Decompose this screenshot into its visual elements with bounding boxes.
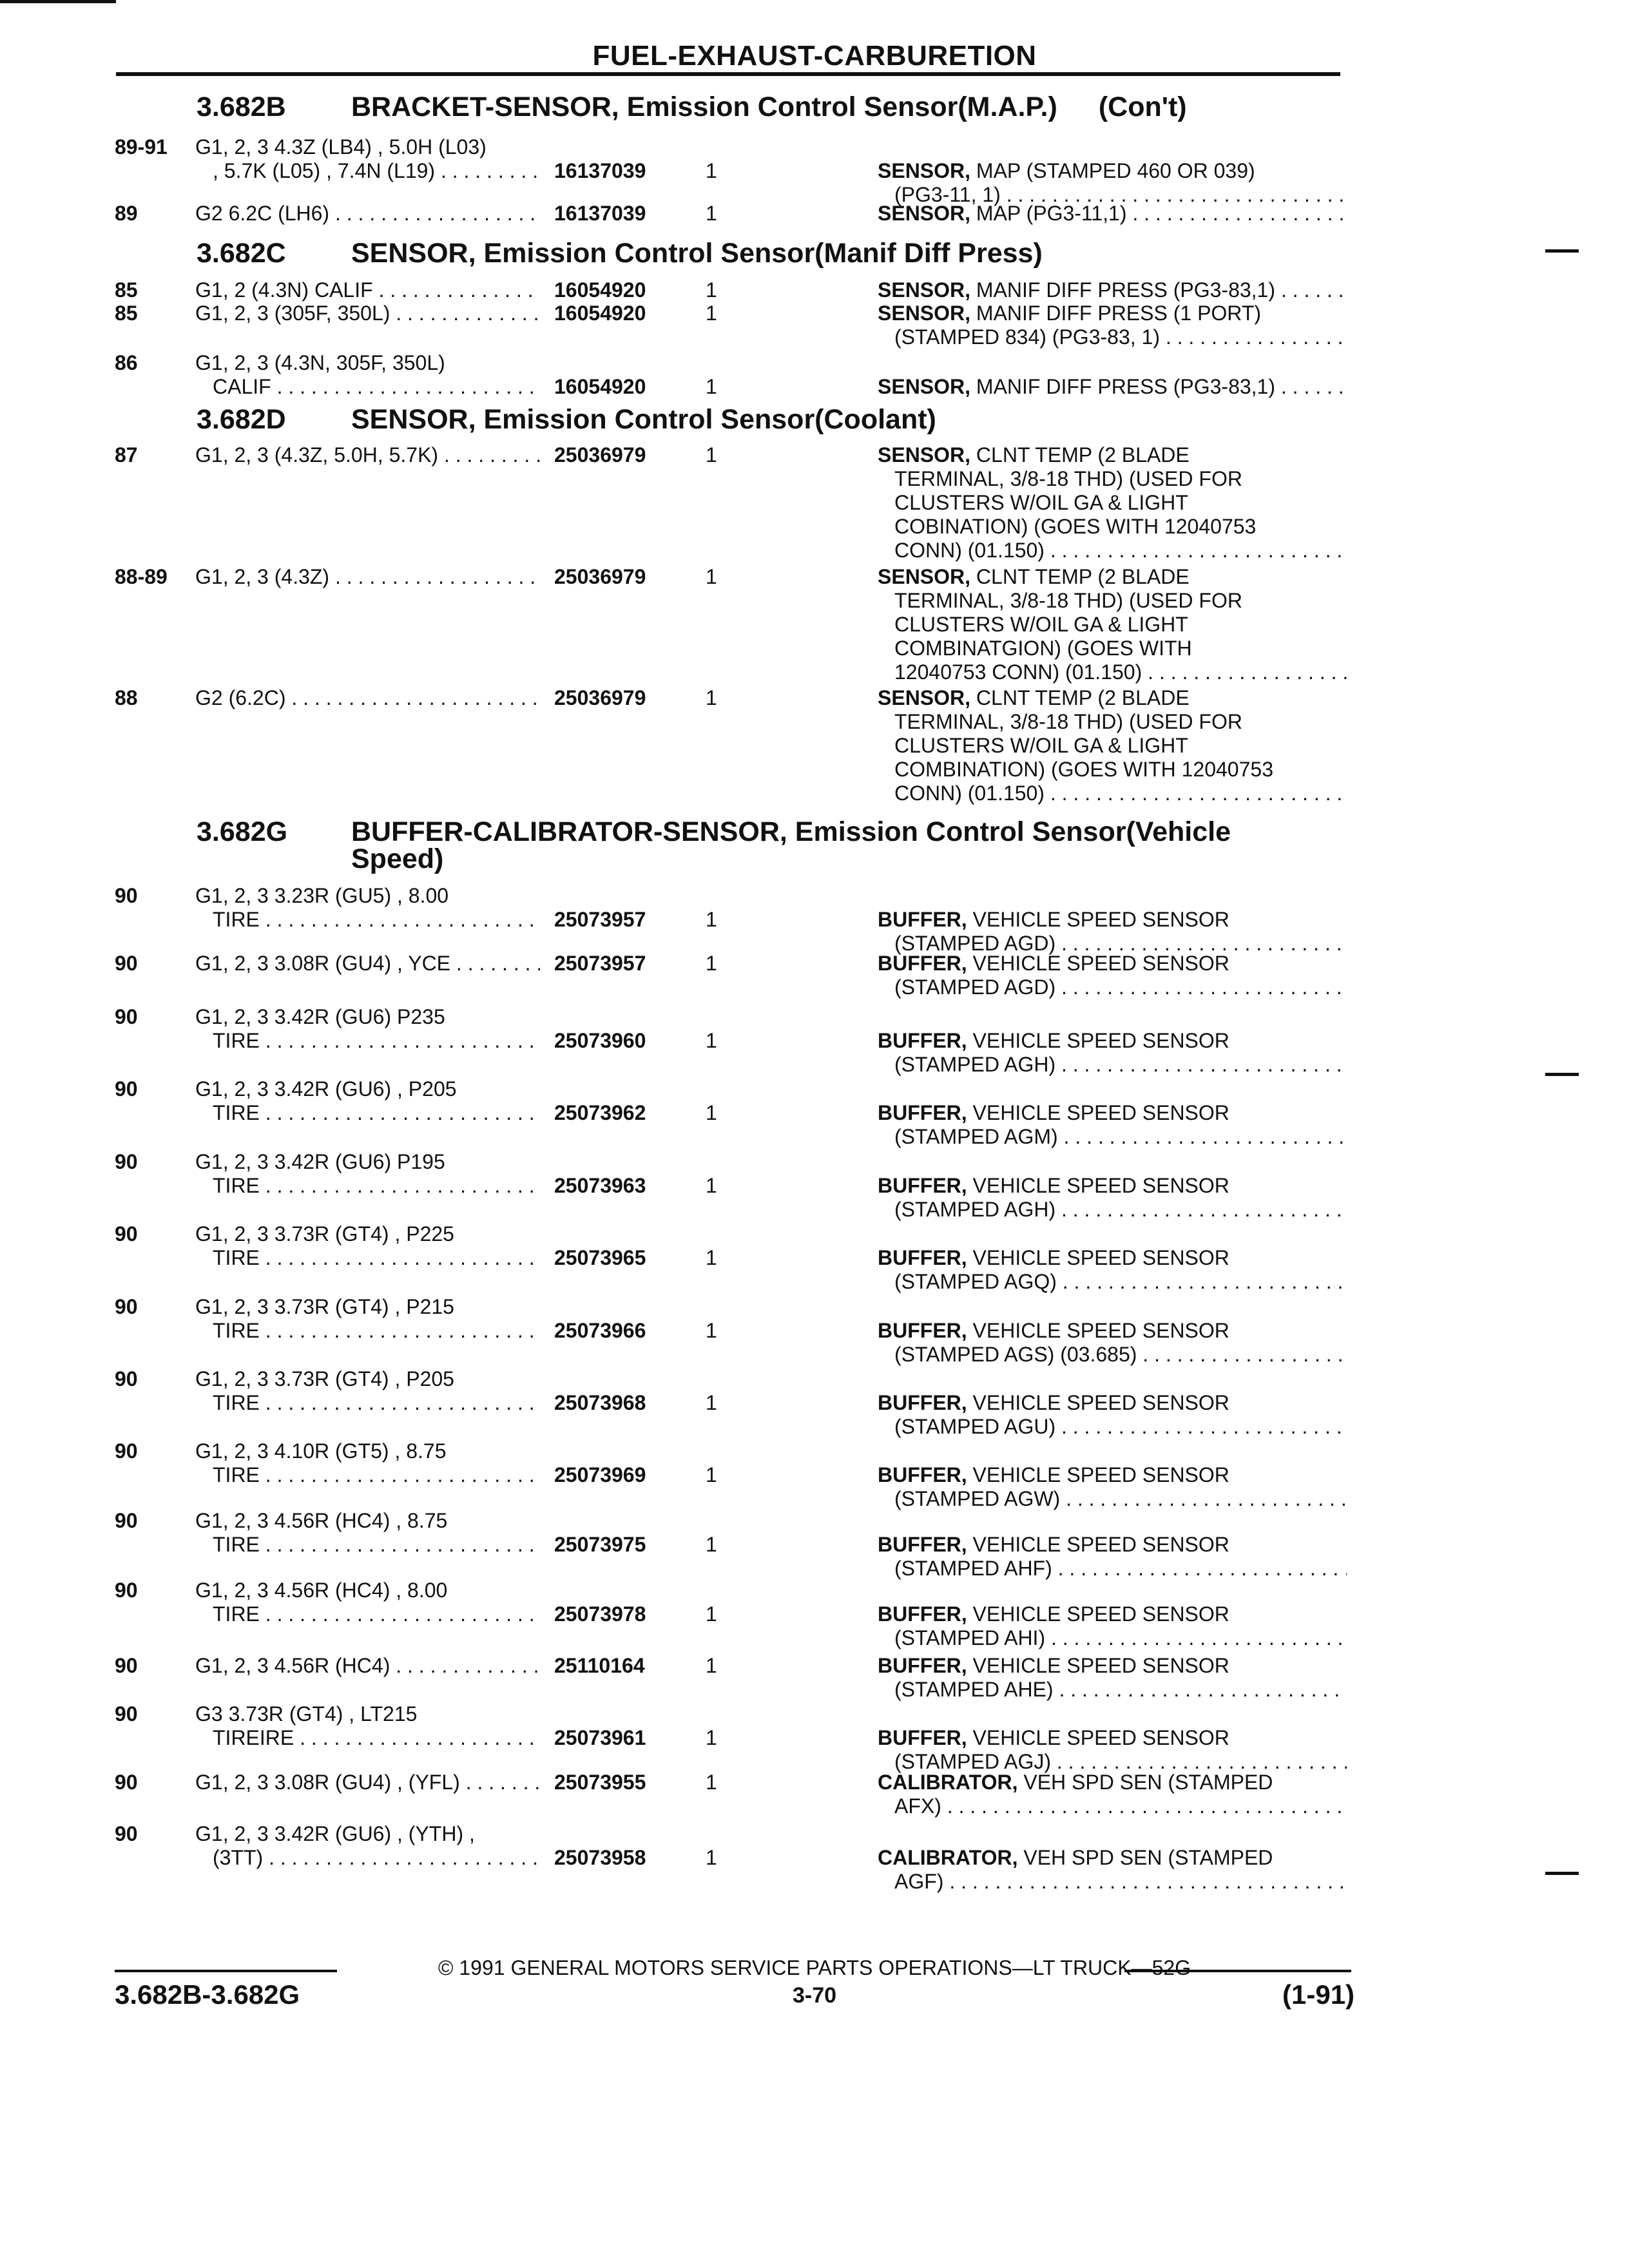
description-line xyxy=(878,1415,1347,1439)
model-year: 89 xyxy=(115,202,138,225)
part-number: 25073963 xyxy=(554,1174,646,1197)
application-line: G1, 2, 3 3.73R (GT4) , P205 xyxy=(195,1367,454,1390)
application-line-last: G1, 2, 3 (4.3Z, 5.0H, 5.7K) . . . xyxy=(195,443,540,467)
description-keyword: SENSOR, xyxy=(878,375,971,398)
model-year: 90 xyxy=(115,1822,138,1845)
description-line xyxy=(878,1125,1347,1149)
description-text: (STAMPED AGD) xyxy=(894,932,1056,955)
quantity: 1 xyxy=(706,1602,717,1626)
description-keyword: SENSOR, xyxy=(878,302,971,325)
part-description xyxy=(878,278,1347,302)
part-number: 25073958 xyxy=(554,1846,646,1869)
part-number: 25073975 xyxy=(554,1533,646,1556)
description-line xyxy=(878,1246,1347,1270)
part-description xyxy=(878,1246,1347,1294)
description-line xyxy=(878,637,1347,660)
description-text: (STAMPED AGU) xyxy=(894,1415,1056,1438)
description-text: 12040753 CONN) (01.150) xyxy=(894,660,1142,684)
description-line xyxy=(878,159,1347,183)
model-year: 85 xyxy=(115,302,138,325)
part-number: 25073966 xyxy=(554,1319,646,1342)
application-line-last: TIRE . . . xyxy=(213,1533,540,1557)
description-line xyxy=(878,278,1347,302)
description-keyword: CALIBRATOR, xyxy=(878,1846,1018,1869)
description-text: TERMINAL, 3/8-18 THD) (USED FOR xyxy=(894,589,1242,612)
description-text: VEHICLE SPEED SENSOR xyxy=(972,1246,1229,1269)
application-line-last: (3TT) . . . xyxy=(213,1846,540,1870)
model-year: 90 xyxy=(115,952,138,975)
description-line xyxy=(878,1174,1347,1198)
description-text: VEHICLE SPEED SENSOR xyxy=(972,1391,1229,1414)
model-year: 90 xyxy=(115,1367,138,1390)
quantity: 1 xyxy=(706,908,717,931)
quantity: 1 xyxy=(706,952,717,975)
section-title: SENSOR, Emission Control Sensor(Coolant) xyxy=(351,404,936,435)
application-line-last: G1, 2, 3 3.08R (GU4) , (YFL) . . . xyxy=(195,1771,540,1794)
application-line: G1, 2, 3 3.42R (GU6) P195 xyxy=(195,1150,445,1173)
description-keyword: BUFFER, xyxy=(878,1174,967,1197)
description-keyword: BUFFER, xyxy=(878,908,967,931)
description-line xyxy=(878,491,1347,515)
part-description xyxy=(878,1391,1347,1439)
application-line-last: TIRE . . . xyxy=(213,1391,540,1415)
description-text: VEHICLE SPEED SENSOR xyxy=(972,908,1229,931)
description-line xyxy=(878,1053,1347,1077)
section-number: 3.682G xyxy=(197,816,288,847)
description-text: CLUSTERS W/OIL GA & LIGHT xyxy=(894,613,1188,636)
footer-copyright: © 1991 GENERAL MOTORS SERVICE PARTS OPERATIONS—LT TRUCK—52G xyxy=(438,1956,1191,1979)
application-line: G1, 2, 3 3.42R (GU6) , P205 xyxy=(195,1077,457,1100)
description-text: VEHICLE SPEED SENSOR xyxy=(972,1319,1229,1342)
description-text: (STAMPED AHI) xyxy=(894,1626,1046,1649)
description-line xyxy=(878,539,1347,562)
part-number: 25073962 xyxy=(554,1101,646,1124)
section-heading xyxy=(197,93,1187,120)
description-text: (STAMPED AGJ) xyxy=(894,1750,1051,1773)
application-line: G1, 2, 3 4.3Z (LB4) , 5.0H (L03) xyxy=(195,135,487,159)
model-year: 90 xyxy=(115,1771,138,1794)
quantity: 1 xyxy=(706,302,717,325)
description-text: VEHICLE SPEED SENSOR xyxy=(972,1654,1229,1677)
application-line: G1, 2, 3 3.42R (GU6) P235 xyxy=(195,1005,445,1028)
model-year: 90 xyxy=(115,1702,138,1725)
description-text: MAP (STAMPED 460 OR 039) xyxy=(976,159,1255,182)
description-line xyxy=(878,443,1347,467)
description-line xyxy=(878,613,1347,637)
description-line xyxy=(878,1463,1347,1487)
part-number: 25073957 xyxy=(554,952,646,975)
description-line xyxy=(878,1846,1347,1870)
part-number: 16137039 xyxy=(554,202,646,225)
application-line: G1, 2, 3 3.42R (GU6) , (YTH) , xyxy=(195,1822,475,1845)
footer-section-range: 3.682B-3.682G xyxy=(115,1979,300,2010)
description-text: VEHICLE SPEED SENSOR xyxy=(972,1533,1229,1556)
quantity: 1 xyxy=(706,278,717,302)
description-line xyxy=(878,1101,1347,1125)
margin-tick xyxy=(1545,1073,1579,1076)
description-line xyxy=(878,908,1347,932)
description-line xyxy=(878,1533,1347,1557)
part-number: 16137039 xyxy=(554,159,646,182)
part-description xyxy=(878,443,1347,562)
section-continued-label: (Con't) xyxy=(1098,91,1187,122)
description-keyword: BUFFER, xyxy=(878,1391,967,1414)
application-line-last: G2 (6.2C) . . . xyxy=(195,686,540,710)
description-keyword: BUFFER, xyxy=(878,1029,967,1052)
quantity: 1 xyxy=(706,159,717,182)
application-line-last: G1, 2, 3 3.08R (GU4) , YCE . . . xyxy=(195,952,540,975)
description-keyword: BUFFER, xyxy=(878,1602,967,1626)
description-line xyxy=(878,1487,1347,1511)
application-line-last: TIRE . . . xyxy=(213,1029,540,1053)
application-line-last: TIRE . . . xyxy=(213,1319,540,1343)
description-keyword: BUFFER, xyxy=(878,1101,967,1124)
description-line xyxy=(878,710,1347,734)
description-text: CLNT TEMP (2 BLADE xyxy=(976,686,1190,709)
model-year: 90 xyxy=(115,884,138,907)
description-keyword: SENSOR, xyxy=(878,202,971,225)
part-number: 25073960 xyxy=(554,1029,646,1052)
part-description xyxy=(878,375,1347,399)
description-keyword: BUFFER, xyxy=(878,952,967,975)
quantity: 1 xyxy=(706,202,717,225)
part-description xyxy=(878,1101,1347,1149)
model-year: 90 xyxy=(115,1150,138,1173)
margin-tick xyxy=(1545,1872,1579,1875)
quantity: 1 xyxy=(706,443,717,466)
part-description xyxy=(878,1463,1347,1511)
application-line: G1, 2, 3 4.56R (HC4) , 8.00 xyxy=(195,1579,448,1602)
description-line xyxy=(878,565,1347,589)
description-line xyxy=(878,1726,1347,1750)
description-line xyxy=(878,467,1347,491)
description-text: VEHICLE SPEED SENSOR xyxy=(972,1029,1229,1052)
description-line xyxy=(878,782,1347,805)
model-year: 86 xyxy=(115,351,138,374)
description-keyword: BUFFER, xyxy=(878,1246,967,1269)
part-description xyxy=(878,1319,1347,1367)
part-number: 16054920 xyxy=(554,375,646,398)
application-line-last: TIRE . . . xyxy=(213,908,540,932)
part-description xyxy=(878,1726,1347,1774)
description-text: VEHICLE SPEED SENSOR xyxy=(972,1463,1229,1486)
description-text: TERMINAL, 3/8-18 THD) (USED FOR xyxy=(894,467,1242,490)
description-text: MAP (PG3-11,1) xyxy=(976,202,1127,225)
description-keyword: BUFFER, xyxy=(878,1463,967,1486)
description-line xyxy=(878,202,1347,226)
description-text: AFX) xyxy=(894,1794,941,1818)
description-line xyxy=(878,1771,1347,1794)
footer-page-number: 3-70 xyxy=(792,1983,837,2008)
description-line xyxy=(878,1654,1347,1678)
part-number: 25073965 xyxy=(554,1246,646,1269)
part-description xyxy=(878,1029,1347,1077)
model-year: 88 xyxy=(115,686,138,709)
description-line xyxy=(878,758,1347,782)
description-text: (STAMPED AGM) xyxy=(894,1125,1058,1148)
part-number: 25073961 xyxy=(554,1726,646,1749)
model-year: 90 xyxy=(115,1222,138,1245)
description-line xyxy=(878,1319,1347,1343)
section-number: 3.682C xyxy=(197,238,286,269)
part-description xyxy=(878,202,1347,226)
description-line xyxy=(878,660,1347,684)
application-line-last: TIRE . . . xyxy=(213,1246,540,1270)
application-line: G1, 2, 3 3.73R (GT4) , P215 xyxy=(195,1295,454,1318)
description-text: VEHICLE SPEED SENSOR xyxy=(972,952,1229,975)
description-text: (PG3-11, 1) xyxy=(894,183,1001,206)
part-description xyxy=(878,1174,1347,1222)
description-line xyxy=(878,515,1347,539)
description-text: (STAMPED AGQ) xyxy=(894,1270,1057,1293)
section-heading xyxy=(197,406,936,433)
corner-mark xyxy=(0,0,116,3)
description-line xyxy=(878,1029,1347,1053)
description-text: (STAMPED AGW) xyxy=(894,1487,1061,1510)
quantity: 1 xyxy=(706,1319,717,1342)
description-line xyxy=(878,1343,1347,1367)
description-line xyxy=(878,1391,1347,1415)
quantity: 1 xyxy=(706,1533,717,1556)
description-line xyxy=(878,686,1347,710)
application-line-last: CALIF . . . xyxy=(213,375,540,399)
part-number: 25073955 xyxy=(554,1771,646,1794)
description-text: CLNT TEMP (2 BLADE xyxy=(976,443,1190,466)
quantity: 1 xyxy=(706,1246,717,1269)
quantity: 1 xyxy=(706,1174,717,1197)
description-line xyxy=(878,952,1347,975)
description-text: TERMINAL, 3/8-18 THD) (USED FOR xyxy=(894,710,1242,733)
description-keyword: SENSOR, xyxy=(878,565,971,588)
part-description xyxy=(878,1654,1347,1702)
application-line: G1, 2, 3 3.23R (GU5) , 8.00 xyxy=(195,884,449,907)
part-number: 25073957 xyxy=(554,908,646,931)
section-number: 3.682B xyxy=(197,91,286,122)
application-line: G3 3.73R (GT4) , LT215 xyxy=(195,1702,418,1725)
description-keyword: BUFFER, xyxy=(878,1654,967,1677)
application-line-last: TIRE . . . xyxy=(213,1101,540,1125)
description-line xyxy=(878,1270,1347,1294)
description-text: CLUSTERS W/OIL GA & LIGHT xyxy=(894,491,1188,514)
description-text: COMBINATION) (GOES WITH 12040753 xyxy=(894,758,1273,781)
page-header-title: FUEL-EXHAUST-CARBURETION xyxy=(592,40,1037,72)
application-line-last: G1, 2, 3 (4.3Z) . . . xyxy=(195,565,540,589)
quantity: 1 xyxy=(706,1029,717,1052)
description-line xyxy=(878,1794,1347,1818)
description-line xyxy=(878,589,1347,613)
application-line-last: TIREIRE . . . xyxy=(213,1726,540,1750)
application-line-last: G1, 2 (4.3N) CALIF . . . xyxy=(195,278,540,302)
description-keyword: CALIBRATOR, xyxy=(878,1771,1018,1794)
model-year: 87 xyxy=(115,443,138,466)
description-keyword: SENSOR, xyxy=(878,686,971,709)
model-year: 90 xyxy=(115,1077,138,1100)
part-number: 25073968 xyxy=(554,1391,646,1414)
header-rule xyxy=(116,72,1340,76)
description-text: (STAMPED AHF) xyxy=(894,1557,1052,1580)
section-title: SENSOR, Emission Control Sensor(Manif Diff Press) xyxy=(351,238,1043,269)
description-text: CLUSTERS W/OIL GA & LIGHT xyxy=(894,734,1188,757)
application-line: G1, 2, 3 4.10R (GT5) , 8.75 xyxy=(195,1439,447,1463)
description-line xyxy=(878,1626,1347,1650)
description-line xyxy=(878,975,1347,999)
description-keyword: SENSOR, xyxy=(878,443,971,466)
description-line xyxy=(878,1870,1347,1894)
part-description xyxy=(878,159,1347,207)
description-text: (STAMPED AHE) xyxy=(894,1678,1054,1701)
description-text: VEHICLE SPEED SENSOR xyxy=(972,1726,1229,1749)
application-line: G1, 2, 3 (4.3N, 305F, 350L) xyxy=(195,351,445,374)
part-number: 25073969 xyxy=(554,1463,646,1486)
part-description xyxy=(878,565,1347,684)
part-description xyxy=(878,908,1347,956)
part-number: 16054920 xyxy=(554,302,646,325)
model-year: 89-91 xyxy=(115,135,168,159)
description-line xyxy=(878,325,1347,349)
description-text: (STAMPED AGH) xyxy=(894,1198,1056,1221)
section-heading xyxy=(197,240,1043,267)
part-number: 25110164 xyxy=(554,1654,645,1677)
section-title: BRACKET-SENSOR, Emission Control Sensor(M.A.P.) xyxy=(351,91,1057,122)
description-text: VEHICLE SPEED SENSOR xyxy=(972,1602,1229,1626)
description-text: AGF) xyxy=(894,1870,944,1893)
description-text: MANIF DIFF PRESS (PG3-83,1) xyxy=(976,278,1275,302)
section-heading xyxy=(197,818,1231,872)
description-text: CLNT TEMP (2 BLADE xyxy=(976,565,1190,588)
description-line xyxy=(878,734,1347,758)
description-line xyxy=(878,375,1347,399)
description-text: CONN) (01.150) xyxy=(894,539,1045,562)
application-line-last: TIRE . . . xyxy=(213,1463,540,1487)
quantity: 1 xyxy=(706,1771,717,1794)
description-text: (STAMPED AGH) xyxy=(894,1053,1056,1076)
quantity: 1 xyxy=(706,1654,717,1677)
section-number: 3.682D xyxy=(197,404,286,435)
quantity: 1 xyxy=(706,375,717,398)
part-description xyxy=(878,1771,1347,1818)
application-line-last: , 5.7K (L05) , 7.4N (L19) . . . xyxy=(213,159,540,183)
part-number: 25036979 xyxy=(554,686,646,709)
description-text: COMBINATGION) (GOES WITH xyxy=(894,637,1192,660)
model-year: 90 xyxy=(115,1579,138,1602)
model-year: 88-89 xyxy=(115,565,168,588)
description-line xyxy=(878,1557,1347,1581)
application-line: G1, 2, 3 4.56R (HC4) , 8.75 xyxy=(195,1509,448,1532)
application-line-last: G1, 2, 3 (305F, 350L) . . . xyxy=(195,302,540,325)
description-keyword: BUFFER, xyxy=(878,1726,967,1749)
model-year: 90 xyxy=(115,1295,138,1318)
margin-tick xyxy=(1545,249,1579,253)
part-description xyxy=(878,1846,1347,1894)
description-text: (STAMPED 834) (PG3-83, 1) xyxy=(894,325,1160,349)
model-year: 90 xyxy=(115,1654,138,1677)
description-keyword: SENSOR, xyxy=(878,278,971,302)
description-line xyxy=(878,1198,1347,1222)
model-year: 85 xyxy=(115,278,138,302)
part-description xyxy=(878,1602,1347,1650)
description-text: VEH SPD SEN (STAMPED xyxy=(1023,1771,1273,1794)
quantity: 1 xyxy=(706,1846,717,1869)
description-text: CONN) (01.150) xyxy=(894,782,1045,805)
part-description xyxy=(878,686,1347,805)
description-text: VEH SPD SEN (STAMPED xyxy=(1023,1846,1273,1869)
model-year: 90 xyxy=(115,1005,138,1028)
footer-revision-date: (1-91) xyxy=(1282,1979,1355,2010)
part-number: 16054920 xyxy=(554,278,646,302)
description-text: MANIF DIFF PRESS (1 PORT) xyxy=(976,302,1262,325)
quantity: 1 xyxy=(706,1726,717,1749)
description-text: VEHICLE SPEED SENSOR xyxy=(972,1174,1229,1197)
quantity: 1 xyxy=(706,1101,717,1124)
part-description xyxy=(878,1533,1347,1581)
part-number: 25036979 xyxy=(554,443,646,466)
description-text: COBINATION) (GOES WITH 12040753 xyxy=(894,515,1257,538)
description-line xyxy=(878,1602,1347,1626)
quantity: 1 xyxy=(706,565,717,588)
description-keyword: SENSOR, xyxy=(878,159,971,182)
application-line-last: TIRE . . . xyxy=(213,1602,540,1626)
description-text: (STAMPED AGS) (03.685) xyxy=(894,1343,1137,1366)
description-text: (STAMPED AGD) xyxy=(894,975,1056,999)
quantity: 1 xyxy=(706,1463,717,1486)
application-line: G1, 2, 3 3.73R (GT4) , P225 xyxy=(195,1222,454,1245)
application-line-last: G1, 2, 3 4.56R (HC4) . . . xyxy=(195,1654,540,1678)
quantity: 1 xyxy=(706,686,717,709)
model-year: 90 xyxy=(115,1439,138,1463)
description-line xyxy=(878,1678,1347,1702)
part-number: 25073978 xyxy=(554,1602,646,1626)
description-line xyxy=(878,302,1347,325)
part-description xyxy=(878,302,1347,349)
model-year: 90 xyxy=(115,1509,138,1532)
description-text: MANIF DIFF PRESS (PG3-83,1) xyxy=(976,375,1275,398)
application-line-last: G2 6.2C (LH6) . . . xyxy=(195,202,540,226)
part-number: 25036979 xyxy=(554,565,646,588)
description-keyword: BUFFER, xyxy=(878,1319,967,1342)
quantity: 1 xyxy=(706,1391,717,1414)
part-description xyxy=(878,952,1347,999)
description-keyword: BUFFER, xyxy=(878,1533,967,1556)
application-line-last: TIRE . . . xyxy=(213,1174,540,1198)
section-title: BUFFER-CALIBRATOR-SENSOR, Emission Control Sensor(Vehicle xyxy=(351,816,1231,847)
description-text: VEHICLE SPEED SENSOR xyxy=(972,1101,1229,1124)
section-title-line2: Speed) xyxy=(351,843,444,874)
